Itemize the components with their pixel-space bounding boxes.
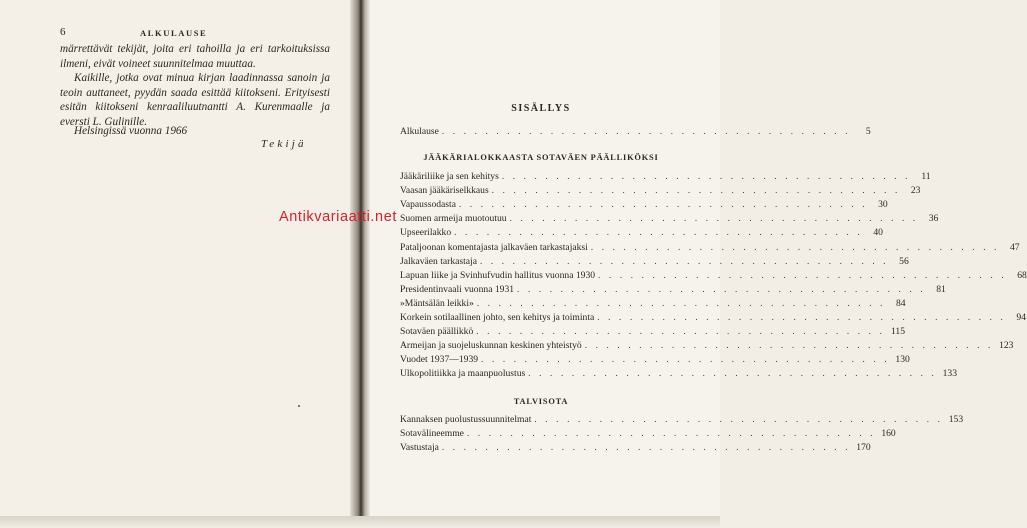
toc-entry-label: Lapuan liike ja Svinhufvudin hallitus vuonna 1930 (400, 269, 596, 281)
place-date: Helsingissä vuonna 1966 (74, 125, 188, 137)
toc-entry-page: 11 (921, 171, 931, 182)
paper-speck (298, 405, 300, 407)
toc-entry (400, 352, 910, 366)
toc-entry (400, 240, 1020, 254)
toc-leader-dots: . . . . . . . . . . . . . . . . . . . . . . . . . . . . . . . . . . . . . . (501, 171, 911, 181)
toc-entry (400, 197, 888, 211)
toc-entry-page: 170 (856, 442, 871, 454)
toc-entry (400, 296, 906, 310)
foreword-paragraph-2: Kaikille, jotka ovat minua kirjan laadinnassa sanoin ja teoin auttaneet, pyydän saada esittää kiitokseni. Erityisesti esitän kiitokseni kenraaliluutnantti A. Kurenmaalle ja eversti L. Gulinille. (60, 72, 330, 128)
toc-entry-page: 133 (942, 368, 957, 380)
toc-entry (400, 338, 1014, 352)
toc-entry (400, 169, 931, 183)
toc-entry-label: Presidentinvaali vuonna 1931 (400, 283, 515, 295)
author-signature: Tekijä (261, 138, 307, 150)
toc-entry-label: Sotavälineemme (400, 428, 464, 440)
toc-entry-label: Armeijan ja suojeluskunnan keskinen yhteistyö (400, 340, 582, 352)
toc-entry-page: 84 (895, 297, 906, 309)
toc-entry-label: Vapaussodasta (400, 199, 456, 211)
toc-entry-label: Vuodet 1937—1939 (400, 354, 479, 366)
page-bottom-edge (0, 516, 720, 528)
toc-entry-page: 30 (878, 199, 888, 211)
toc-entry-page: 123 (999, 340, 1014, 352)
toc-leader-dots: . . . . . . . . . . . . . . . . . . . . . . . . . . . . . . . . . . . . . . (534, 414, 944, 424)
toc-entry-label: Korkein sotilaallinen johto, sen kehitys ja toiminta (400, 312, 595, 323)
book-gutter (350, 0, 370, 528)
toc-entry (400, 324, 906, 338)
toc-entry (400, 183, 921, 197)
toc-entry (400, 254, 909, 268)
toc-entry-label: Pataljoonan komentajasta jalkaväen tarkastajaksi (400, 241, 588, 253)
toc-leader-dots: . . . . . . . . . . . . . . . . . . . . . . . . . . . . . . . . . . . . . . (481, 354, 890, 365)
toc-entry-page: 47 (1009, 241, 1020, 253)
toc-entry-label: Upseerilakko (400, 227, 452, 239)
toc-entry-page: 36 (928, 213, 939, 225)
toc-entry-label: Suomen armeija muotoutuu (400, 213, 507, 225)
toc-entry-page: 5 (865, 126, 871, 137)
toc-section-heading-2: TALVISOTA (513, 397, 569, 406)
toc-entry (400, 282, 946, 296)
toc-leader-dots: . . . . . . . . . . . . . . . . . . . . . . . . . . . . . . . . . . . . . . (454, 227, 863, 238)
toc-entry (400, 211, 939, 225)
toc-leader-dots: . . . . . . . . . . . . . . . . . . . . . . . . . . . . . . . . . . . . . . (584, 340, 994, 351)
toc-leader-dots: . . . . . . . . . . . . . . . . . . . . . . . . . . . . . . . . . . . . . . (597, 312, 1006, 322)
toc-entry-page: 56 (899, 255, 909, 267)
toc-leader-dots: . . . . . . . . . . . . . . . . . . . . . . . . . . . . . . . . . . . . . . (479, 255, 889, 266)
toc-entry-preface (400, 124, 871, 138)
toc-entry-label: Vastustaja (400, 442, 439, 454)
toc-entry-label: Vaasan jääkäriselkkaus (400, 185, 489, 197)
toc-entry-page: 160 (881, 428, 896, 440)
toc-leader-dots: . . . . . . . . . . . . . . . . . . . . . . . . . . . . . . . . . . . . . . (476, 326, 886, 337)
left-page (0, 0, 358, 528)
toc-leader-dots: . . . . . . . . . . . . . . . . . . . . . . . . . . . . . . . . . . . . . . (458, 199, 868, 210)
toc-section-heading-1: JÄÄKÄRIALOKKAASTA SOTAVÄEN PÄÄLLIKÖKSI (423, 153, 659, 162)
toc-entry-page: 153 (948, 414, 964, 425)
toc-entry (400, 426, 896, 440)
toc-leader-dots: . . . . . . . . . . . . . . . . . . . . . . . . . . . . . . . . . . . . . . (590, 241, 1000, 252)
toc-entry-page: 130 (895, 354, 910, 366)
toc-entry-label: Ulkopolitiikka ja maanpuolustus (400, 368, 526, 380)
toc-entry (400, 412, 964, 426)
watermark: Antikvariaatti.net (279, 209, 397, 225)
toc-entry-label: »Mäntsälän leikki» (400, 297, 474, 309)
toc-entry-page: 94 (1016, 312, 1026, 323)
toc-entry-page: 81 (936, 283, 946, 295)
toc-entry-label: Jääkäriliike ja sen kehitys (400, 171, 499, 182)
toc-leader-dots: . . . . . . . . . . . . . . . . . . . . . . . . . . . . . . . . . . . . . . (598, 269, 1007, 280)
toc-title: SISÄLLYS (511, 103, 571, 114)
toc-entry-label: Alkulause (400, 126, 439, 137)
toc-entry-page: 40 (873, 227, 883, 239)
foreword-paragraph-1: märrettävät tekijät, joita eri tahoilla ja eri tarkoituksissa ilmeni, eivät voineet suunnitelmaa muuttaa. (60, 43, 330, 70)
toc-entry (400, 310, 1026, 324)
toc-entry (400, 268, 1027, 282)
page-number: 6 (60, 26, 66, 38)
foreword-text (60, 42, 330, 130)
toc-leader-dots: . . . . . . . . . . . . . . . . . . . . . . . . . . . . . . . . . . . . . . (441, 442, 851, 453)
toc-entry-page: 115 (890, 326, 906, 338)
toc-leader-dots: . . . . . . . . . . . . . . . . . . . . . . . . . . . . . . . . . . . . . . (476, 297, 886, 308)
toc-entry-label: Kannaksen puolustussuunnitelmat (400, 414, 532, 425)
toc-leader-dots: . . . . . . . . . . . . . . . . . . . . . . . . . . . . . . . . . . . . . . (491, 185, 901, 196)
toc-entry-page: 68 (1017, 269, 1027, 281)
toc-leader-dots: . . . . . . . . . . . . . . . . . . . . . . . . . . . . . . . . . . . . . . (509, 213, 919, 224)
toc-entry (400, 366, 957, 380)
toc-entry (400, 225, 883, 239)
toc-leader-dots: . . . . . . . . . . . . . . . . . . . . . . . . . . . . . . . . . . . . . . (441, 126, 851, 136)
toc-leader-dots: . . . . . . . . . . . . . . . . . . . . . . . . . . . . . . . . . . . . . . (466, 428, 876, 439)
toc-leader-dots: . . . . . . . . . . . . . . . . . . . . . . . . . . . . . . . . . . . . . . (528, 368, 937, 379)
toc-entry (400, 440, 871, 454)
toc-leader-dots: . . . . . . . . . . . . . . . . . . . . . . . . . . . . . . . . . . . . . . (517, 283, 926, 294)
toc-entry-page: 23 (910, 185, 921, 197)
toc-entry-label: Jalkaväen tarkastaja (400, 255, 477, 267)
running-head: ALKULAUSE (140, 28, 208, 38)
toc-entry-label: Sotaväen päällikkö (400, 326, 474, 338)
